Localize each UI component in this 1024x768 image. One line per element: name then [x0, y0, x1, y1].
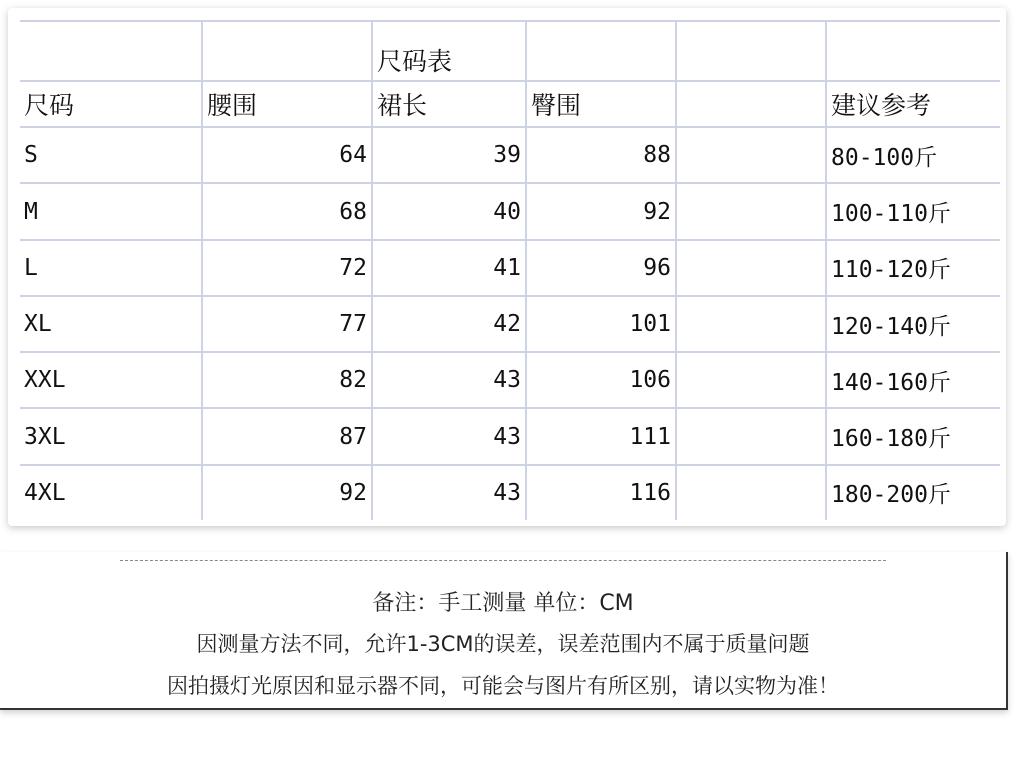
cell-waist: 72: [202, 240, 372, 296]
cell-recommendation: 100-110斤: [826, 183, 1000, 239]
cell-hip: 92: [526, 183, 676, 239]
table-row: [20, 183, 1000, 239]
cell-skirt-length: 39: [372, 127, 526, 183]
dashed-divider: [120, 560, 886, 561]
cell-size: S: [20, 127, 202, 183]
table-row: [20, 296, 1000, 352]
header-hip: 臀围: [526, 81, 676, 127]
size-table: [20, 20, 1000, 520]
table-cell: [526, 21, 676, 81]
note-measurement-unit: 备注：手工测量 单位：CM: [372, 591, 634, 616]
cell-hip: 106: [526, 352, 676, 408]
cell-recommendation: 140-160斤: [826, 352, 1000, 408]
cell-skirt-length: 43: [372, 465, 526, 520]
cell-size: 3XL: [20, 408, 202, 464]
header-waist: 腰围: [202, 81, 372, 127]
cell-recommendation: 110-120斤: [826, 240, 1000, 296]
header-empty: [676, 81, 826, 127]
table-cell: [676, 21, 826, 81]
cell-hip: 111: [526, 408, 676, 464]
cell-skirt-length: 40: [372, 183, 526, 239]
table-cell: [20, 21, 202, 81]
cell-waist: 68: [202, 183, 372, 239]
cell-size: 4XL: [20, 465, 202, 520]
table-title: 尺码表: [372, 21, 526, 81]
cell-recommendation: 80-100斤: [826, 127, 1000, 183]
cell-waist: 77: [202, 296, 372, 352]
cell-size: L: [20, 240, 202, 296]
cell-empty: [676, 352, 826, 408]
cell-hip: 116: [526, 465, 676, 520]
cell-waist: 92: [202, 465, 372, 520]
notes-panel: [0, 552, 1008, 710]
note-color-disclaimer: 因拍摄灯光原因和显示器不同，可能会与图片有所区别，请以实物为准！: [167, 674, 839, 698]
cell-empty: [676, 465, 826, 520]
cell-size: XXL: [20, 352, 202, 408]
note-tolerance: 因测量方法不同，允许1-3CM的误差，误差范围内不属于质量问题: [196, 632, 810, 656]
table-row: [20, 127, 1000, 183]
table-row: [20, 408, 1000, 464]
table-title-row: [20, 21, 1000, 81]
cell-size: XL: [20, 296, 202, 352]
size-chart-card: [8, 8, 1006, 526]
cell-skirt-length: 43: [372, 408, 526, 464]
cell-hip: 101: [526, 296, 676, 352]
cell-empty: [676, 296, 826, 352]
cell-recommendation: 180-200斤: [826, 465, 1000, 520]
cell-waist: 82: [202, 352, 372, 408]
table-row: [20, 465, 1000, 520]
table-row: [20, 352, 1000, 408]
table-cell: [826, 21, 1000, 81]
table-row: [20, 240, 1000, 296]
table-header-row: [20, 81, 1000, 127]
cell-recommendation: 120-140斤: [826, 296, 1000, 352]
header-size: 尺码: [20, 81, 202, 127]
header-recommendation: 建议参考: [826, 81, 1000, 127]
cell-empty: [676, 408, 826, 464]
cell-recommendation: 160-180斤: [826, 408, 1000, 464]
cell-waist: 87: [202, 408, 372, 464]
cell-empty: [676, 127, 826, 183]
header-skirt-length: 裙长: [372, 81, 526, 127]
cell-skirt-length: 43: [372, 352, 526, 408]
cell-skirt-length: 41: [372, 240, 526, 296]
cell-hip: 88: [526, 127, 676, 183]
cell-empty: [676, 183, 826, 239]
table-cell: [202, 21, 372, 81]
cell-waist: 64: [202, 127, 372, 183]
cell-skirt-length: 42: [372, 296, 526, 352]
cell-size: M: [20, 183, 202, 239]
cell-empty: [676, 240, 826, 296]
cell-hip: 96: [526, 240, 676, 296]
